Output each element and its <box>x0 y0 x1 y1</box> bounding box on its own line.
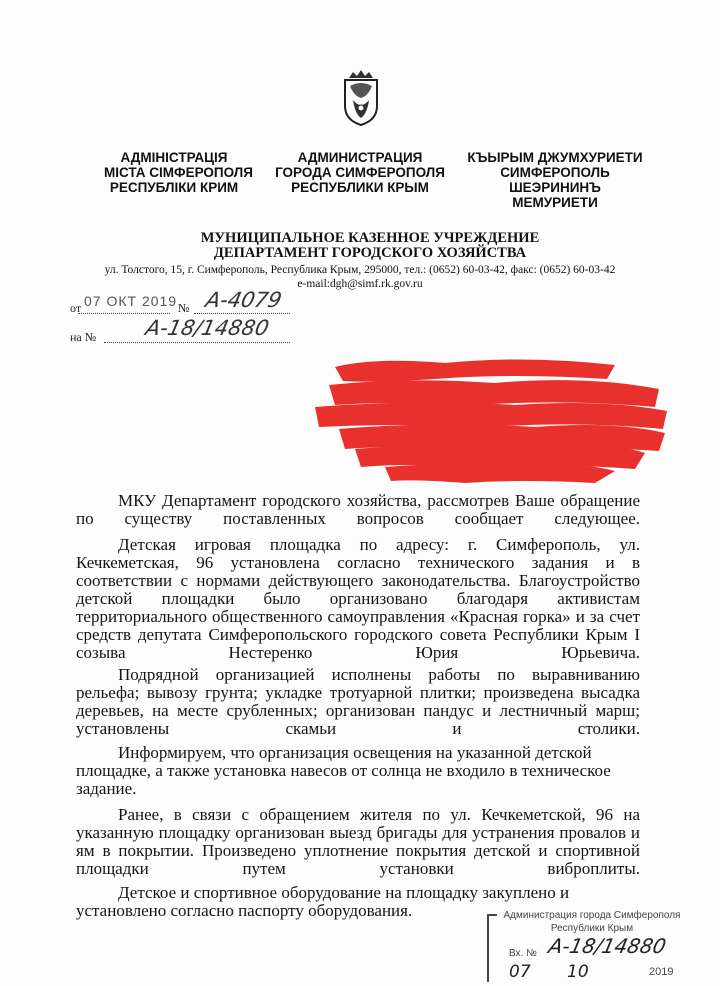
header-ukrainian <box>104 150 253 195</box>
paragraph-intro: МКУ Департамент городского хозяйства, рассмотрев Ваше обращение по существу поставленных вопросов сообщает следующее. <box>76 491 640 528</box>
stamp-in-label: Вх. № <box>509 948 537 959</box>
header-ru-line: РЕСПУБЛИКИ КРЫМ <box>291 180 429 195</box>
redacted-addressee <box>315 355 675 490</box>
header-ct-line: ШЕЭРИНИНЪ <box>509 180 601 195</box>
header-russian <box>270 150 450 195</box>
org-address: ул. Толстого, 15, г. Симферополь, Республика Крым, 295000, тел.: (0652) 60-03-42, факс: (0652) 60-03-42 <box>104 264 616 276</box>
org-email: e-mail:dgh@simf.rk.gov.ru <box>297 278 423 290</box>
incoming-stamp <box>487 910 687 986</box>
reference-label: на № <box>70 330 97 344</box>
paragraph-equipment: Детское и спортивное оборудование на площадку закуплено и установлено согласно паспорту оборудования. <box>76 883 570 920</box>
header-ct-line: КЪЫРЫМ ДЖУМХУРИЕТИ <box>467 150 643 165</box>
stamp-region: Республики Крым <box>550 923 634 934</box>
header-ru-line: АДМИНИСТРАЦИЯ <box>297 150 423 165</box>
stamp-month: 10 <box>567 962 589 982</box>
stamp-authority: Администрация города Симферополя <box>503 910 681 921</box>
paragraph-repairs: Ранее, в связи с обращением жителя по ул. Кечкеметской, 96 на указанную площадку организован выезд бригады для устранения провалов и ям в покрытии. Произведено уплотнение покрытия детской и спортивной площадки путем установки виброплиты. <box>76 805 640 878</box>
org-name-line1: МУНИЦИПАЛЬНОЕ КАЗЕННОЕ УЧРЕЖДЕНИЕ <box>200 230 540 246</box>
date-from-label: от <box>70 301 82 315</box>
stamp-bracket <box>487 914 497 982</box>
header-crimean-tatar <box>465 150 645 210</box>
reference-underline <box>104 342 290 343</box>
stamp-year: 2019 <box>649 966 674 978</box>
header-ct-line: СИМФЕРОПОЛЬ <box>500 165 610 180</box>
header-ru-line: ГОРОДА СИМФЕРОПОЛЯ <box>275 165 445 180</box>
header-ua-line: АДМІНІСТРАЦІЯ <box>120 150 228 165</box>
date-stamp: 07 ОКТ 2019 <box>84 293 178 309</box>
outgoing-number: А-4079 <box>203 288 284 312</box>
header-ua-line: МІСТА СІМФЕРОПОЛЯ <box>104 165 253 180</box>
number-label: № <box>178 301 190 315</box>
paragraph-works: Подрядной организацией исполнены работы по выравниванию рельефа; вывозу грунта; укладке тротуарной плитки; произведена высадка деревьев, на месте срубленных; организован пандус и лестничный марш; установлены скамьи и столики. <box>76 665 640 738</box>
paragraph-playground: Детская игровая площадка по адресу: г. Симферополь, ул. Кечкеметская, 96 установлена согласно технического задания и в соответствии с нормами действующего законодательства. Благоустройство детской площадки было организовано благодаря активистам территориального общественного самоуправления «Красная горка» и за счет средств депутата Симферопольского городского совета Республики Крым I созыва Нестеренко Юрия Юрьевича. <box>76 535 640 662</box>
reference-number: А-18/14880 <box>143 316 272 340</box>
header-ct-line: МЕМУРИЕТИ <box>512 195 598 210</box>
org-name-line2: ДЕПАРТАМЕНТ ГОРОДСКОГО ХОЗЯЙСТВА <box>213 245 527 261</box>
stamp-day: 07 <box>509 962 531 982</box>
paragraph-lighting: Информируем, что организация освещения на указанной детской площадке, а также установка навесов от солнца не входило в техническое задание. <box>76 743 611 798</box>
number-underline <box>194 313 290 314</box>
coat-of-arms-icon <box>341 70 381 126</box>
date-underline <box>78 313 170 314</box>
header-ua-line: РЕСПУБЛІКИ КРИМ <box>109 180 239 195</box>
stamp-number: А-18/14880 <box>546 934 669 958</box>
